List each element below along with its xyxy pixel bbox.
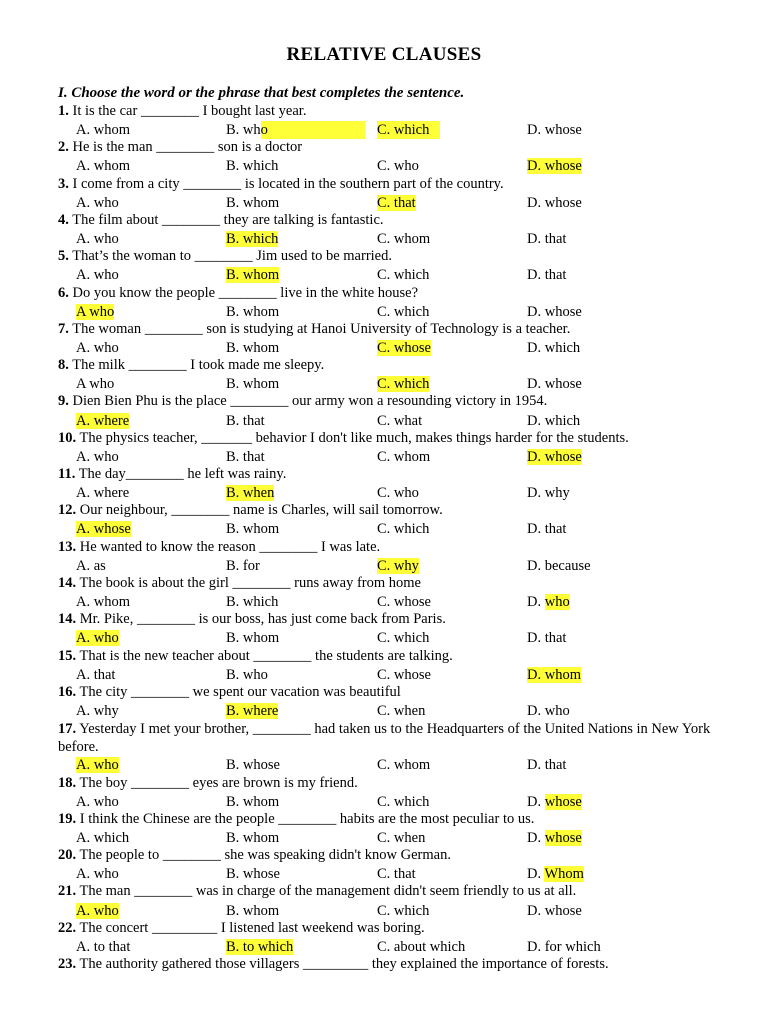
question-text: That’s the woman to ________ Jim used to be married. — [68, 248, 392, 265]
answer-highlight: A. who — [76, 630, 119, 647]
answer-highlight: C. which — [377, 121, 440, 139]
question-13 — [58, 539, 380, 556]
question-24 — [58, 956, 609, 973]
question-number: 23. — [58, 956, 77, 973]
question-9 — [58, 393, 547, 410]
question-text: Dien Bien Phu is the place ________ our army won a resounding victory in 1954. — [68, 393, 548, 410]
options-row — [0, 666, 768, 684]
answer-highlight: who — [544, 594, 570, 611]
option-c: C. which — [377, 630, 430, 647]
question-number: 22. — [58, 919, 77, 936]
question-text: The people to ________ she was speaking didn't know German. — [76, 847, 451, 864]
option-d: D. why — [527, 485, 570, 502]
option-c: C. what — [377, 412, 423, 429]
options-row — [0, 448, 768, 466]
option-c — [377, 557, 419, 575]
option-a: A. who — [76, 339, 119, 356]
question-text: He is the man ________ son is a doctor — [68, 139, 303, 156]
option-b: B. whom — [226, 376, 280, 393]
option-c — [377, 375, 429, 393]
question-text: I think the Chinese are the people ________ habits are the most peculiar to us. — [76, 810, 535, 827]
question-number: 15. — [58, 647, 77, 664]
option-a — [76, 629, 119, 647]
answer-highlight: B. when — [226, 485, 275, 502]
option-d: D. that — [527, 630, 567, 647]
question-11 — [58, 466, 286, 483]
question-text: The film about ________ they are talking is fantastic. — [68, 211, 384, 228]
question-text: The book is about the girl ________ runs away from home — [76, 574, 421, 591]
options-row — [0, 266, 768, 284]
question-number: 14. — [58, 611, 77, 628]
question-number: 2. — [58, 139, 69, 156]
question-text: Do you know the people ________ live in the white house? — [68, 284, 419, 301]
option-d: D. that — [527, 521, 567, 538]
option-c: C. when — [377, 702, 426, 719]
option-b — [226, 702, 278, 720]
option-d — [527, 593, 570, 611]
option-b: B. whom — [226, 630, 280, 647]
question-15 — [58, 611, 446, 628]
question-number: 14. — [58, 574, 77, 591]
answer-highlight: C. which — [377, 376, 430, 393]
question-22 — [58, 883, 576, 900]
option-c: C. about which — [377, 938, 466, 955]
answer-highlight: C. whose — [377, 339, 431, 356]
option-d — [527, 829, 582, 847]
question-number: 1. — [58, 103, 69, 119]
question-number: 7. — [58, 320, 69, 337]
question-10 — [58, 430, 629, 447]
option-c: C. which — [377, 521, 430, 538]
question-text: I come from a city ________ is located in the southern part of the country. — [68, 175, 504, 192]
option-b: B. whom — [226, 521, 280, 538]
answer-highlight: A. whose — [76, 521, 131, 538]
question-number: 10. — [58, 429, 77, 446]
question-1 — [58, 103, 306, 120]
option-c: C. who — [377, 485, 419, 502]
option-c: C. which — [377, 793, 430, 810]
question-number: 20. — [58, 847, 77, 864]
option-d: D. that — [527, 267, 567, 284]
question-text: The physics teacher, _______ behavior I don't like much, makes things harder for the students. — [76, 429, 629, 446]
question-text: The concert _________ I listened last weekend was boring. — [76, 919, 425, 936]
question-17 — [58, 684, 401, 701]
answer-highlight: D. whose — [527, 158, 582, 175]
question-number: 18. — [58, 774, 77, 791]
option-a: A. who — [76, 793, 119, 810]
option-c: C. when — [377, 830, 426, 846]
option-prefix: D. — [527, 793, 545, 810]
options-row — [0, 412, 768, 430]
question-text: The woman ________ son is studying at Hanoi University of Technology is a teacher. — [68, 320, 571, 337]
question-12 — [58, 502, 443, 519]
option-c — [377, 121, 440, 139]
option-d: D. whose — [527, 902, 582, 919]
option-prefix: D. — [527, 594, 545, 611]
question-number: 13. — [58, 538, 77, 555]
option-a: A. where — [76, 485, 130, 502]
option-c: C. which — [377, 902, 430, 919]
option-d: D. because — [527, 557, 591, 574]
option-a — [76, 303, 114, 321]
options-row — [0, 938, 768, 956]
question-text: The man ________ was in charge of the management didn't seem friendly to us at all. — [76, 883, 577, 900]
option-b — [226, 121, 365, 139]
question-21 — [58, 847, 451, 864]
question-number: 4. — [58, 211, 69, 228]
question-text: He wanted to know the reason ________ I was late. — [76, 538, 381, 555]
option-prefix: D. — [527, 830, 545, 846]
options-row — [0, 230, 768, 248]
option-b — [226, 484, 274, 502]
question-number: 11. — [58, 466, 76, 482]
option-d: D. whose — [527, 303, 582, 320]
option-b: B. whom — [226, 902, 280, 919]
option-b: B. whom — [226, 194, 280, 211]
options-row — [0, 629, 768, 647]
option-c — [377, 339, 431, 357]
option-d: D. whose — [527, 194, 582, 211]
page-title: RELATIVE CLAUSES — [286, 44, 482, 65]
question-number: 19. — [58, 810, 77, 827]
question-text: That is the new teacher about ________ the students are talking. — [76, 647, 453, 664]
option-prefix: D. — [527, 866, 545, 883]
answer-highlight: A who — [76, 303, 115, 320]
question-7 — [58, 321, 570, 338]
option-a: A. who — [76, 267, 119, 284]
options-row — [0, 520, 768, 538]
option-a — [76, 902, 119, 920]
answer-highlight: B. where — [226, 702, 279, 719]
options-row — [0, 157, 768, 175]
option-a: A. to that — [76, 938, 131, 955]
question-23 — [58, 920, 425, 937]
option-c: C. that — [377, 866, 416, 883]
option-a: A. whom — [76, 594, 130, 611]
answer-highlight: B. whom — [226, 267, 280, 284]
option-b — [226, 938, 293, 956]
question-number: 17. — [58, 721, 77, 738]
question-3 — [58, 176, 504, 193]
options-row — [0, 593, 768, 611]
option-c: C. whose — [377, 666, 431, 683]
option-c: C. whom — [377, 448, 431, 465]
option-d — [527, 157, 582, 175]
question-text: The authority gathered those villagers _________ they explained the importance of forests. — [76, 956, 609, 973]
answer-highlight: D. whose — [527, 448, 582, 465]
question-text: The city ________ we spent our vacation was beautiful — [76, 683, 401, 700]
option-b: B. that — [226, 412, 265, 429]
option-b: B. that — [226, 448, 265, 465]
option-a: A. whom — [76, 122, 130, 139]
option-a: A. which — [76, 830, 130, 846]
options-row — [0, 484, 768, 502]
question-19 — [58, 775, 358, 792]
option-a — [76, 412, 129, 430]
options-row — [0, 702, 768, 720]
options-row — [0, 375, 768, 393]
option-b: B. whose — [226, 757, 280, 774]
instruction: I. Choose the word or the phrase that best completes the sentence. — [58, 85, 465, 101]
answer-highlight: A. where — [76, 412, 130, 429]
option-b: B. which — [226, 594, 279, 611]
option-d: D. who — [527, 702, 570, 719]
question-number: 12. — [58, 502, 77, 519]
option-a: A. who — [76, 194, 119, 211]
option-a: A. that — [76, 666, 116, 683]
question-14 — [58, 575, 421, 592]
question-number: 9. — [58, 393, 69, 410]
question-2 — [58, 139, 302, 156]
options-row — [0, 756, 768, 774]
option-a: A who — [76, 376, 115, 393]
question-4 — [58, 212, 384, 229]
option-d — [527, 448, 582, 466]
option-c: C. whose — [377, 594, 431, 611]
question-16 — [58, 648, 453, 665]
option-c: C. who — [377, 158, 419, 175]
question-text: Our neighbour, ________ name is Charles, will sail tomorrow. — [76, 502, 443, 519]
question-number: 5. — [58, 248, 69, 265]
option-a: A. as — [76, 557, 106, 574]
option-b — [226, 266, 279, 284]
option-a — [76, 756, 119, 774]
options-row — [0, 194, 768, 212]
question-8 — [58, 357, 324, 374]
option-b — [226, 230, 278, 248]
option-b: B. whom — [226, 339, 280, 356]
option-b: B. whom — [226, 830, 280, 846]
answer-highlight: A. who — [76, 902, 119, 919]
option-d: D. which — [527, 339, 581, 356]
question-number: 21. — [58, 883, 77, 900]
answer-highlight: o — [261, 121, 365, 139]
option-c — [377, 194, 416, 212]
option-b: B. whose — [226, 866, 280, 883]
option-c: C. which — [377, 303, 430, 320]
answer-highlight: A. who — [76, 757, 119, 774]
option-c: C. whom — [377, 757, 431, 774]
answer-highlight: whose — [544, 830, 582, 846]
question-text: The day________ he left was rainy. — [75, 466, 287, 482]
answer-highlight: D. whom — [527, 666, 581, 683]
option-d — [527, 865, 584, 883]
option-b: B. whom — [226, 303, 280, 320]
option-d: D. for which — [527, 938, 601, 955]
option-a — [76, 520, 131, 538]
options-row — [0, 865, 768, 883]
option-c: C. whom — [377, 231, 431, 248]
option-b: B. whom — [226, 793, 280, 810]
question-18 — [58, 720, 748, 756]
answer-highlight: whose — [544, 793, 582, 810]
option-d — [527, 793, 582, 811]
options-row — [0, 557, 768, 575]
option-b: B. which — [226, 158, 279, 175]
question-text: Mr. Pike, ________ is our boss, has just come back from Paris. — [76, 611, 446, 628]
answer-highlight: C. that — [377, 194, 416, 211]
question-number: 16. — [58, 683, 77, 700]
option-d: D. whose — [527, 376, 582, 393]
option-d: D. that — [527, 757, 567, 774]
question-number: 6. — [58, 284, 69, 301]
option-d — [527, 666, 581, 684]
option-a: A. whom — [76, 158, 130, 175]
option-d: D. whose — [527, 122, 582, 139]
answer-highlight: B. to which — [226, 938, 294, 955]
options-row — [0, 829, 768, 847]
question-text: It is the car ________ I bought last year. — [68, 103, 307, 119]
option-b: B. who — [226, 666, 268, 683]
question-number: 8. — [58, 357, 69, 374]
option-a: A. who — [76, 231, 119, 248]
options-row — [0, 793, 768, 811]
option-a: A. why — [76, 702, 119, 719]
options-row — [0, 303, 768, 321]
question-20 — [58, 811, 534, 828]
option-c: C. which — [377, 267, 430, 284]
answer-highlight: Whom — [544, 866, 584, 883]
option-d: D. that — [527, 231, 567, 248]
option-b: B. for — [226, 557, 260, 574]
option-a: A. who — [76, 448, 119, 465]
question-text: The boy ________ eyes are brown is my friend. — [76, 774, 358, 791]
option-a: A. who — [76, 866, 119, 883]
question-6 — [58, 285, 418, 302]
answer-highlight: C. why — [377, 557, 419, 574]
options-row — [0, 902, 768, 920]
question-number: 3. — [58, 175, 69, 192]
question-5 — [58, 248, 392, 265]
question-text: The milk ________ I took made me sleepy. — [68, 357, 325, 374]
question-text: Yesterday I met your brother, ________ had taken us to the Headquarters of the United Nations in New York before. — [58, 721, 711, 756]
answer-highlight: B. which — [226, 231, 279, 248]
options-row — [0, 121, 768, 139]
option-prefix: B. wh — [226, 122, 261, 139]
option-d: D. which — [527, 412, 581, 429]
options-row — [0, 339, 768, 357]
